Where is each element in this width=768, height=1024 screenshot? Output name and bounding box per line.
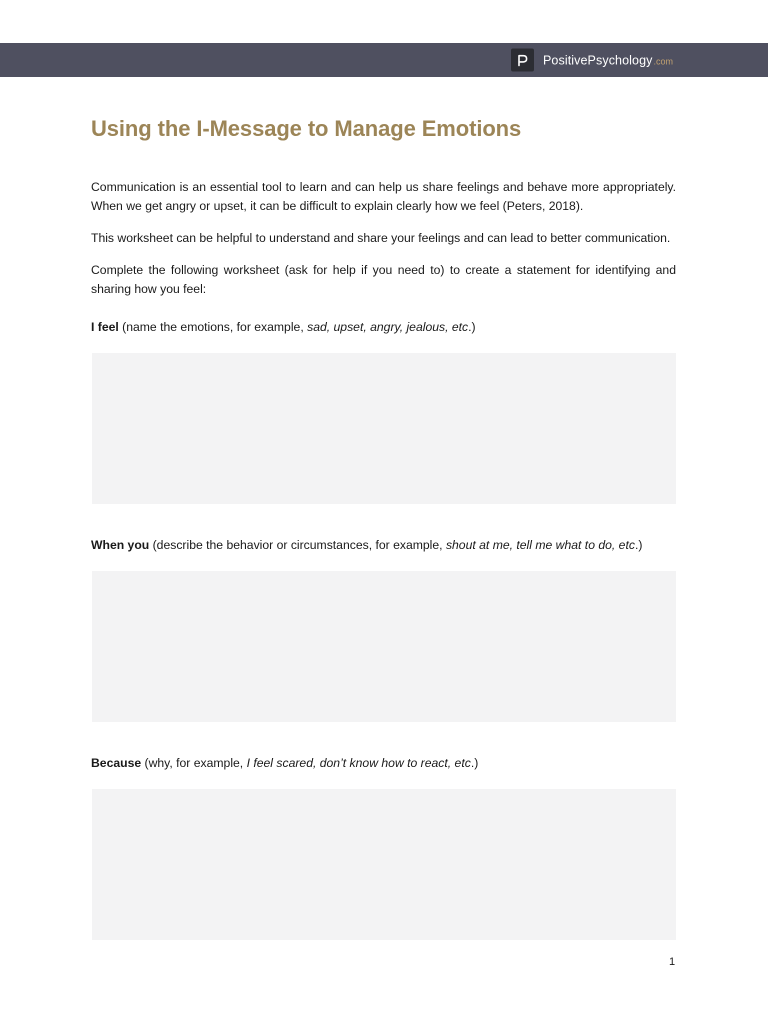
prompt-close: .) [468, 320, 476, 334]
prompt-because [91, 754, 478, 772]
prompt-examples: shout at me, tell me what to do, etc [445, 538, 635, 552]
prompt-instruction: (describe the behavior or circumstances, for example, [149, 538, 446, 552]
answer-box-i-feel[interactable] [92, 353, 676, 504]
brand-name: PositivePsychology [542, 53, 653, 67]
logo-p-glyph-icon [515, 53, 530, 68]
intro-paragraph-3: Complete the following worksheet (ask for help if you need to) to create a statement for identifying and sharing how you feel: [91, 263, 676, 296]
page-number: 1 [669, 956, 676, 968]
prompt-close: .) [470, 756, 479, 770]
prompt-examples: I feel scared, don’t know how to react, etc [246, 756, 471, 770]
intro-paragraph-1: Communication is an essential tool to learn and can help us share feelings and behave more appropriately. When we get angry or upset, it can be difficult to explain clearly how we feel (Peters, 2018). [91, 180, 676, 213]
positive-psychology-logo-icon [511, 49, 534, 72]
brand-suffix: .com [653, 56, 673, 66]
prompt-lead: I feel [91, 320, 119, 334]
prompt-lead: When you [91, 538, 150, 552]
page-title: Using the I-Message to Manage Emotions [91, 116, 522, 141]
prompt-instruction: (name the emotions, for example, [118, 320, 308, 334]
header-bar [0, 43, 768, 77]
prompt-close: .) [634, 538, 643, 552]
answer-box-when-you[interactable] [92, 571, 676, 722]
prompt-when-you [91, 536, 642, 554]
prompt-i-feel [91, 318, 476, 336]
prompt-instruction: (why, for example, [141, 756, 247, 770]
prompt-lead: Because [91, 756, 142, 770]
answer-box-because[interactable] [92, 789, 676, 940]
brand[interactable] [511, 49, 673, 72]
brand-text [543, 51, 673, 69]
intro-paragraph-2: This worksheet can be helpful to understand and share your feelings and can lead to better communication. [91, 231, 671, 245]
prompt-examples: sad, upset, angry, jealous, etc [307, 320, 469, 334]
